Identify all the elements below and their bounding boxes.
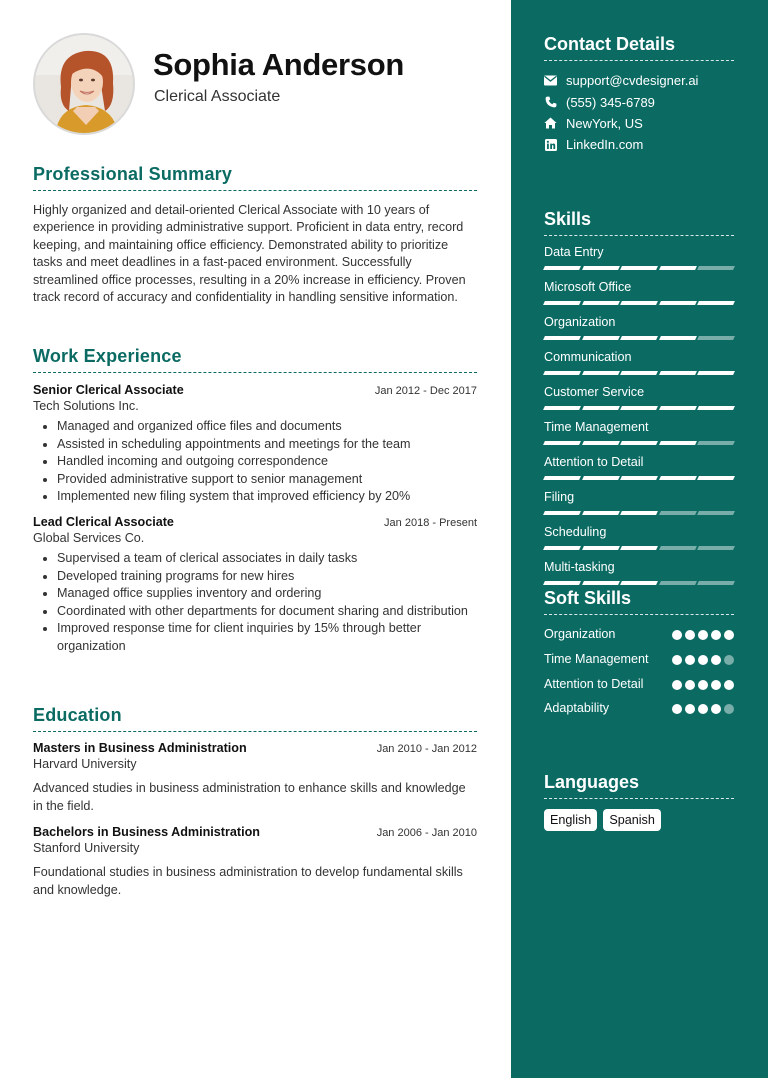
skill-level-segment (620, 441, 657, 445)
job-role: Lead Clerical Associate (33, 514, 174, 529)
contact-phone-text: (555) 345-6789 (566, 94, 655, 110)
job-role: Senior Clerical Associate (33, 383, 184, 397)
section-heading: Work Experience (33, 346, 477, 373)
skill-item (544, 245, 734, 270)
soft-skill-item (544, 676, 734, 694)
skill-level-segment (659, 406, 696, 410)
candidate-name: Sophia Anderson (153, 47, 404, 82)
contact-linkedin[interactable] (544, 134, 734, 155)
work-experience-section (33, 346, 477, 656)
skill-level-segment (659, 371, 696, 375)
degree-description: Advanced studies in business administration to enhance skills and knowledge in the field. (33, 781, 466, 813)
professional-summary-section (33, 164, 477, 306)
skill-level-bar (544, 476, 734, 480)
skill-level-bar (544, 406, 734, 410)
rating-dot (672, 630, 682, 640)
skill-name: Microsoft Office (544, 280, 632, 294)
skill-level-segment (582, 476, 619, 480)
soft-skill-rating (672, 676, 734, 690)
skill-level-segment (697, 371, 734, 375)
rating-dot (685, 680, 695, 690)
list-item: • Provided administrative support to senior management (57, 471, 477, 489)
phone-icon (544, 96, 557, 109)
skill-level-segment (620, 406, 657, 410)
skill-level-bar (544, 546, 734, 550)
skill-level-bar (544, 301, 734, 305)
soft-skill-item (544, 626, 734, 644)
education-section (33, 705, 477, 899)
skill-level-segment (697, 581, 734, 585)
rating-dot (711, 655, 721, 665)
sidebar (511, 0, 768, 1078)
skill-name: Multi-tasking (544, 560, 615, 574)
skill-level-segment (659, 511, 696, 515)
summary-text: Highly organized and detail-oriented Clerical Associate with 10 years of experience in providing administrative support. Proficient in data entry, record keeping, and maintaining office efficiency. Demonstrated ability to prioritize tasks and meet deadlines in a fast-paced environment. Successfully streamlined office processes, resulting in a 20% increase in efficiency. Proven track record of accuracy and confidentiality in handling sensitive information. (33, 203, 466, 305)
skill-level-segment (620, 476, 657, 480)
degree-entry (33, 741, 477, 815)
skill-level-bar (544, 336, 734, 340)
soft-skill-rating (672, 651, 734, 665)
skill-item (544, 350, 734, 375)
degree-dates: Jan 2006 - Jan 2010 (376, 827, 477, 840)
skill-level-segment (620, 301, 657, 305)
skill-level-bar (544, 581, 734, 585)
list-item: • Improved response time for client inquiries by 15% through better organization (57, 620, 477, 655)
rating-dot (672, 704, 682, 714)
contact-location (544, 113, 734, 134)
skill-level-segment (697, 441, 734, 445)
job-bullets (33, 418, 477, 506)
soft-skill-rating (672, 626, 734, 640)
skill-level-segment (659, 581, 696, 585)
rating-dot (672, 655, 682, 665)
contact-details-section (544, 34, 734, 156)
soft-skill-name: Attention to Detail (544, 676, 644, 691)
skill-level-segment (582, 406, 619, 410)
skill-level-segment (543, 581, 580, 585)
soft-skill-name: Time Management (544, 651, 649, 666)
soft-skill-item (544, 700, 734, 718)
skill-item (544, 525, 734, 550)
skill-level-bar (544, 266, 734, 270)
skill-level-segment (697, 406, 734, 410)
skill-level-segment (582, 336, 619, 340)
skill-level-segment (697, 336, 734, 340)
language-badge: English (544, 809, 597, 831)
degree-title: Masters in Business Administration (33, 741, 247, 755)
skill-name: Data Entry (544, 245, 604, 259)
skill-name: Communication (544, 350, 632, 364)
skill-item (544, 280, 734, 305)
skill-level-bar (544, 441, 734, 445)
section-heading: Professional Summary (33, 164, 477, 191)
list-item: • Managed office supplies inventory and ordering (57, 585, 477, 603)
job-dates: Jan 2018 - Present (384, 516, 477, 529)
soft-skill-name: Organization (544, 627, 616, 641)
skill-item (544, 490, 734, 515)
job-entry (33, 515, 477, 656)
job-company: Global Services Co. (33, 530, 145, 545)
list-item: • Managed and organized office files and documents (57, 418, 477, 436)
contact-location-text: NewYork, US (566, 115, 643, 131)
linkedin-icon (544, 138, 557, 151)
rating-dot (698, 655, 708, 665)
skill-level-bar (544, 371, 734, 375)
skill-level-segment (582, 441, 619, 445)
rating-dot (711, 704, 721, 714)
section-heading: Languages (544, 772, 734, 799)
rating-dot (724, 655, 734, 665)
degree-description: Foundational studies in business administration to develop fundamental skills and knowledge. (33, 865, 463, 897)
rating-dot (685, 630, 695, 640)
languages-section (544, 772, 734, 831)
skill-level-segment (582, 581, 619, 585)
skill-level-segment (543, 511, 580, 515)
home-icon (544, 117, 557, 130)
job-entry (33, 383, 477, 506)
rating-dot (698, 630, 708, 640)
degree-school: Harvard University (33, 757, 137, 771)
rating-dot (685, 655, 695, 665)
job-dates: Jan 2012 - Dec 2017 (374, 385, 477, 397)
rating-dot (724, 680, 734, 690)
soft-skills-list (544, 626, 734, 718)
skill-level-segment (659, 476, 696, 480)
skill-level-segment (543, 371, 580, 375)
profile-photo (33, 33, 135, 135)
degree-title: Bachelors in Business Administration (33, 825, 260, 840)
skill-level-segment (620, 371, 657, 375)
list-item: • Assisted in scheduling appointments and meetings for the team (57, 436, 477, 454)
skills-list (544, 245, 734, 585)
rating-dot (724, 630, 734, 640)
list-item: • Implemented new filing system that improved efficiency by 20% (57, 488, 477, 506)
avatar-illustration (35, 35, 135, 135)
rating-dot (698, 680, 708, 690)
section-heading: Skills (544, 209, 734, 236)
skill-level-segment (620, 336, 657, 340)
skill-level-segment (543, 266, 580, 270)
skills-section (544, 209, 734, 585)
soft-skill-name: Adaptability (544, 701, 610, 716)
skill-level-segment (543, 546, 580, 550)
skill-item (544, 385, 734, 410)
skill-item (544, 420, 734, 445)
contact-linkedin-text: LinkedIn.com (566, 137, 644, 153)
rating-dot (672, 680, 682, 690)
skill-level-segment (697, 511, 734, 515)
contact-email[interactable] (544, 70, 734, 91)
skill-item (544, 560, 734, 585)
skill-level-segment (659, 301, 696, 305)
list-item: • Supervised a team of clerical associates in daily tasks (57, 550, 477, 568)
rating-dot (711, 630, 721, 640)
skill-name: Organization (544, 315, 616, 329)
soft-skill-item (544, 651, 734, 669)
skill-level-segment (543, 301, 580, 305)
skill-name: Customer Service (544, 385, 645, 399)
skill-level-segment (659, 546, 696, 550)
contact-phone[interactable] (544, 91, 734, 112)
skill-level-bar (544, 511, 734, 515)
skill-level-segment (582, 371, 619, 375)
contact-email-text: support@cvdesigner.ai (566, 73, 699, 89)
skill-item (544, 315, 734, 340)
rating-dot (698, 704, 708, 714)
skill-level-segment (620, 511, 657, 515)
skill-level-segment (543, 441, 580, 445)
skill-level-segment (697, 546, 734, 550)
skill-name: Scheduling (544, 525, 607, 539)
skill-level-segment (543, 336, 580, 340)
rating-dot (724, 704, 734, 714)
skill-level-segment (697, 301, 734, 305)
soft-skills-section (544, 588, 734, 718)
list-item: • Handled incoming and outgoing correspondence (57, 453, 477, 471)
candidate-title: Clerical Associate (154, 88, 281, 105)
list-item: • Coordinated with other departments for document sharing and distribution (57, 603, 477, 621)
rating-dot (685, 704, 695, 714)
job-company: Tech Solutions Inc. (33, 399, 139, 413)
skill-level-segment (697, 476, 734, 480)
skill-level-segment (659, 441, 696, 445)
list-item: • Developed training programs for new hires (57, 568, 477, 586)
skill-level-segment (620, 266, 657, 270)
section-heading: Education (33, 705, 477, 732)
rating-dot (711, 680, 721, 690)
language-badge: Spanish (603, 809, 661, 831)
skill-level-segment (659, 336, 696, 340)
section-heading: Soft Skills (544, 588, 734, 615)
skill-level-segment (659, 266, 696, 270)
skill-level-segment (543, 406, 580, 410)
soft-skill-rating (672, 700, 734, 714)
skill-level-segment (582, 546, 619, 550)
skill-level-segment (582, 301, 619, 305)
skill-level-segment (582, 266, 619, 270)
skill-level-segment (582, 511, 619, 515)
degree-dates: Jan 2010 - Jan 2012 (376, 743, 477, 755)
skill-name: Time Management (544, 420, 649, 434)
language-list (544, 809, 734, 831)
skill-level-segment (543, 476, 580, 480)
degree-school: Stanford University (33, 841, 140, 856)
skill-name: Attention to Detail (544, 455, 644, 469)
skill-item (544, 455, 734, 480)
section-heading: Contact Details (544, 34, 734, 61)
skill-level-segment (697, 266, 734, 270)
skill-name: Filing (544, 490, 575, 504)
envelope-icon (544, 74, 557, 87)
skill-level-segment (620, 546, 657, 550)
skill-level-segment (620, 581, 657, 585)
degree-entry (33, 825, 477, 899)
job-bullets (33, 550, 477, 656)
